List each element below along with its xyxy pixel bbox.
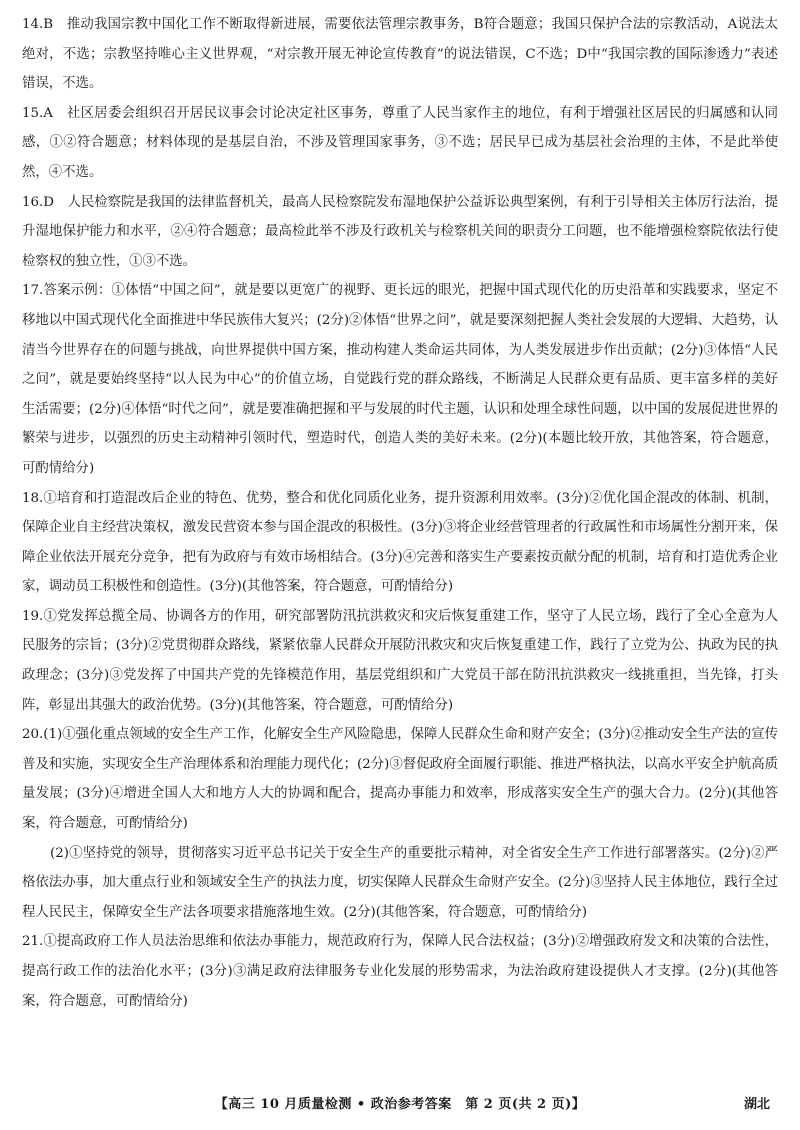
answer-17: 17.答案示例：①体悟“中国之问”，就是要以更宽广的视野、更长远的眼光，把握中国式现代化的历史沿革和实践要求，坚定不移地以中国式现代化全面推进中华民族伟大复兴；(2分)②体悟“世界之问”，就是要深刻把握人类社会发展的大逻辑、大趋势，认清当今世界存在的问题与挑战，向世界提供中国方案，推动构建人类命运共同体，为人类发展进步作出贡献；(2分)③体悟“人民之问”，就是要始终坚持“以人民为中心”的价值立场，自觉践行党的群众路线，不断满足人民群众更有品质、更丰富多样的美好生活需要；(2分)④体悟“时代之问”，就是要准确把握和平与发展的时代主题，认识和处理全球性问题，以中国的发展促进世界的繁荣与进步，以强烈的历史主动精神引领时代，塑造时代，创造人类的美好未来。(2分)(本题比较开放，其他答案，符合题意，可酌情给分) [22,283,778,476]
footer-region: 湖北 [743,1097,770,1112]
answer-21: 21.①提高政府工作人员法治思维和依法办事能力，规范政府行为，保障人民合法权益；(3分)②增强政府发文和决策的合法性，提高行政工作的法治化水平；(3分)③满足政府法律服务专业化发展的形势需求，为法治政府建设提供人才支撑。(2分)(其他答案，符合题意，可酌情给分) [22,934,778,1009]
answer-15: 15.A 社区居委会组织召开居民议事会讨论决定社区事务，尊重了人民当家作主的地位，有利于增强社区居民的归属感和认同感，①②符合题意；材料体现的是基层自治，不涉及管理国家事务，③不选；居民早已成为基层社会治理的主体，不是此举使然，④不选。 [22,105,778,180]
answer-16: 16.D 人民检察院是我国的法律监督机关，最高人民检察院发布湿地保护公益诉讼典型案例，有利于引导相关主体厉行法治，提升湿地保护能力和水平，②④符合题意；最高检此举不涉及行政机关与检察机关间的职责分工问题，也不能增强检察院依法行使检察权的独立性，①③不选。 [22,194,778,269]
answer-19: 19.①党发挥总揽全局、协调各方的作用，研究部署防汛抗洪救灾和灾后恢复重建工作，坚守了人民立场，践行了全心全意为人民服务的宗旨；(3分)②党贯彻群众路线，紧紧依靠人民群众开展防汛救灾和灾后恢复重建工作，践行了立党为公、执政为民的执政理念；(3分)③党发挥了中国共产党的先锋模范作用，基层党组织和广大党员干部在防汛抗洪救灾一线挑重担，当先锋，打头阵，彰显出其强大的政治优势。(3分)(其他答案，符合题意，可酌情给分) [22,608,778,713]
footer-title: 【高三 10 月质量检测 • 政治参考答案 第 2 页(共 2 页)】 [214,1097,586,1112]
answer-20-part-2: (2)①坚持党的领导，贯彻落实习近平总书记关于安全生产的重要批示精神，对全省安全生产工作进行部署落实。(2分)②严格依法办事，加大重点行业和领域安全生产的执法力度，切实保障人民群众生命财产安全。(2分)③坚持人民主体地位，践行全过程人民民主，保障安全生产法各项要求措施落地生效。(2分)(其他答案，符合题意，可酌情给分) [22,845,778,920]
answer-18: 18.①培育和打造混改后企业的特色、优势，整合和优化同质化业务，提升资源利用效率。(3分)②优化国企混改的体制、机制，保障企业自主经营决策权，激发民营资本参与国企混改的积极性。(3分)③将企业经营管理者的行政属性和市场属性分割开来，保障企业依法开展充分竞争，把有为政府与有效市场相结合。(3分)④完善和落实生产要素按贡献分配的机制，培育和打造优秀企业家，调动员工积极性和创造性。(3分)(其他答案，符合题意，可酌情给分) [22,490,778,595]
answer-key-body [22,10,778,1016]
answer-20-part-1: 20.(1)①强化重点领域的安全生产工作，化解安全生产风险隐患，保障人民群众生命和财产安全；(3分)②推动安全生产法的宣传普及和实施，实现安全生产治理体系和治理能力现代化；(2分)③督促政府全面履行职能、推进严格执法，以高水平安全护航高质量发展；(3分)④增进全国人大和地方人大的协调和配合，提高办事能力和效率，形成落实安全生产的强大合力。(2分)(其他答案，符合题意，可酌情给分) [22,727,778,832]
answer-14: 14.B 推动我国宗教中国化工作不断取得新进展，需要依法管理宗教事务，B符合题意；我国只保护合法的宗教活动，A说法太绝对，不选；宗教坚持唯心主义世界观，“对宗教开展无神论宣传教育”的说法错误，C不选；D中“我国宗教的国际渗透力”表述错误，不选。 [22,17,778,92]
